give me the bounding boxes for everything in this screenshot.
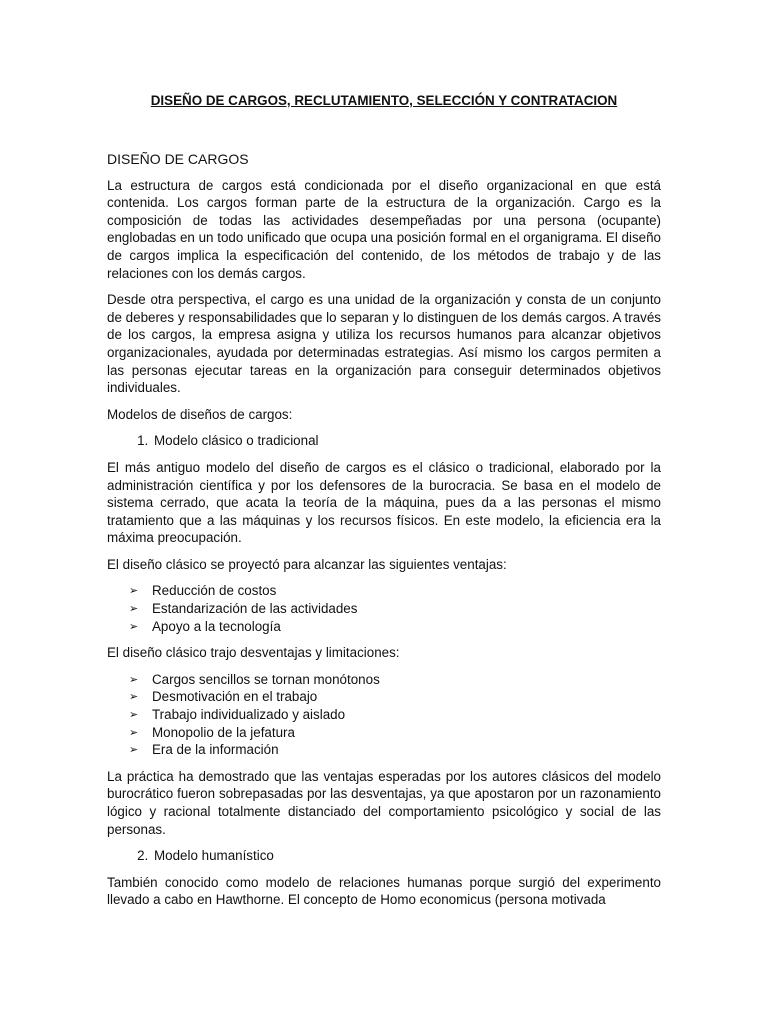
list-item <box>129 741 661 759</box>
arrow-bullet-icon: ➢ <box>129 602 139 616</box>
advantages-intro: El diseño clásico se proyectó para alcanzar las siguientes ventajas: <box>107 556 507 572</box>
advantages-list <box>107 582 661 635</box>
section-heading: DISEÑO DE CARGOS <box>107 151 249 167</box>
list-item <box>129 582 661 600</box>
list-item <box>129 724 661 742</box>
paragraph: La práctica ha demostrado que las ventajas esperadas por los autores clásicos del modelo burocrático fueron sobrepasadas por las desventajas, ya que apostaron por un razonamiento lógico y racional totalmente distanciado del comportamiento psicológico y social de las personas. <box>107 768 661 837</box>
document-body <box>107 92 661 918</box>
numbered-item-model-2: 2. Modelo humanístico <box>152 847 661 865</box>
list-item-text: Apoyo a la tecnología <box>152 618 281 634</box>
paragraph: También conocido como modelo de relaciones humanas porque surgió del experimento llevado a cabo en Hawthorne. El concepto de Homo economicus (persona motivada <box>107 874 661 908</box>
disadvantages-list <box>107 671 661 759</box>
list-item <box>129 600 661 618</box>
arrow-bullet-icon: ➢ <box>129 619 139 633</box>
list-item-text: Cargos sencillos se tornan monótonos <box>152 671 380 687</box>
list-item-text: Reducción de costos <box>152 583 277 599</box>
numbered-list <box>107 847 661 865</box>
list-item-text: Desmotivación en el trabajo <box>152 689 318 705</box>
list-item-text: Monopolio de la jefatura <box>152 724 295 740</box>
paragraph: El más antiguo modelo del diseño de cargos es el clásico o tradicional, elaborado por la administración científica y por los defensores de la burocracia. Se basa en el modelo de sistema cerrado, que acata la teoría de la máquina, pues da a las personas el mismo tratamiento que a las máquinas y los recursos físicos. En este modelo, la eficiencia era la máxima preocupación. <box>107 459 661 546</box>
list-item-text: Era de la información <box>152 742 279 758</box>
list-item <box>129 688 661 706</box>
arrow-bullet-icon: ➢ <box>129 672 139 686</box>
disadvantages-intro: El diseño clásico trajo desventajas y limitaciones: <box>107 645 400 661</box>
arrow-bullet-icon: ➢ <box>129 708 139 722</box>
arrow-bullet-icon: ➢ <box>129 584 139 598</box>
list-item-text: Trabajo individualizado y aislado <box>152 707 346 723</box>
arrow-bullet-icon: ➢ <box>129 725 139 739</box>
document-title: DISEÑO DE CARGOS, RECLUTAMIENTO, SELECCIÓN Y CONTRATACION <box>150 93 618 108</box>
list-item <box>129 618 661 636</box>
paragraph: Desde otra perspectiva, el cargo es una unidad de la organización y consta de un conjunto de deberes y responsabilidades que lo separan y lo distinguen de los demás cargos. A través de los cargos, la empresa asigna y utiliza los recursos humanos para alcanzar objetivos organizacionales, ayudada por determinadas estrategias. Así mismo los cargos permiten a las personas ejecutar tareas en la organización para conseguir determinados objetivos individuales. <box>107 292 661 396</box>
arrow-bullet-icon: ➢ <box>129 690 139 704</box>
paragraph: La estructura de cargos está condicionada por el diseño organizacional en que está contenida. Los cargos forman parte de la estructura de la organización. Cargo es la composición de todas las actividades desempeñadas por una persona (ocupante) englobadas en un todo unificado que ocupa una posición formal en el organigrama. El diseño de cargos implica la especificación del contenido, de los métodos de trabajo y de las relaciones con los demás cargos. <box>107 177 661 281</box>
numbered-item-model-1: 1. Modelo clásico o tradicional <box>152 432 661 450</box>
numbered-list <box>107 432 661 450</box>
arrow-bullet-icon: ➢ <box>129 743 139 757</box>
models-intro: Modelos de diseños de cargos: <box>107 406 293 422</box>
list-item-text: Estandarización de las actividades <box>152 601 358 617</box>
list-item <box>129 671 661 689</box>
list-item <box>129 706 661 724</box>
